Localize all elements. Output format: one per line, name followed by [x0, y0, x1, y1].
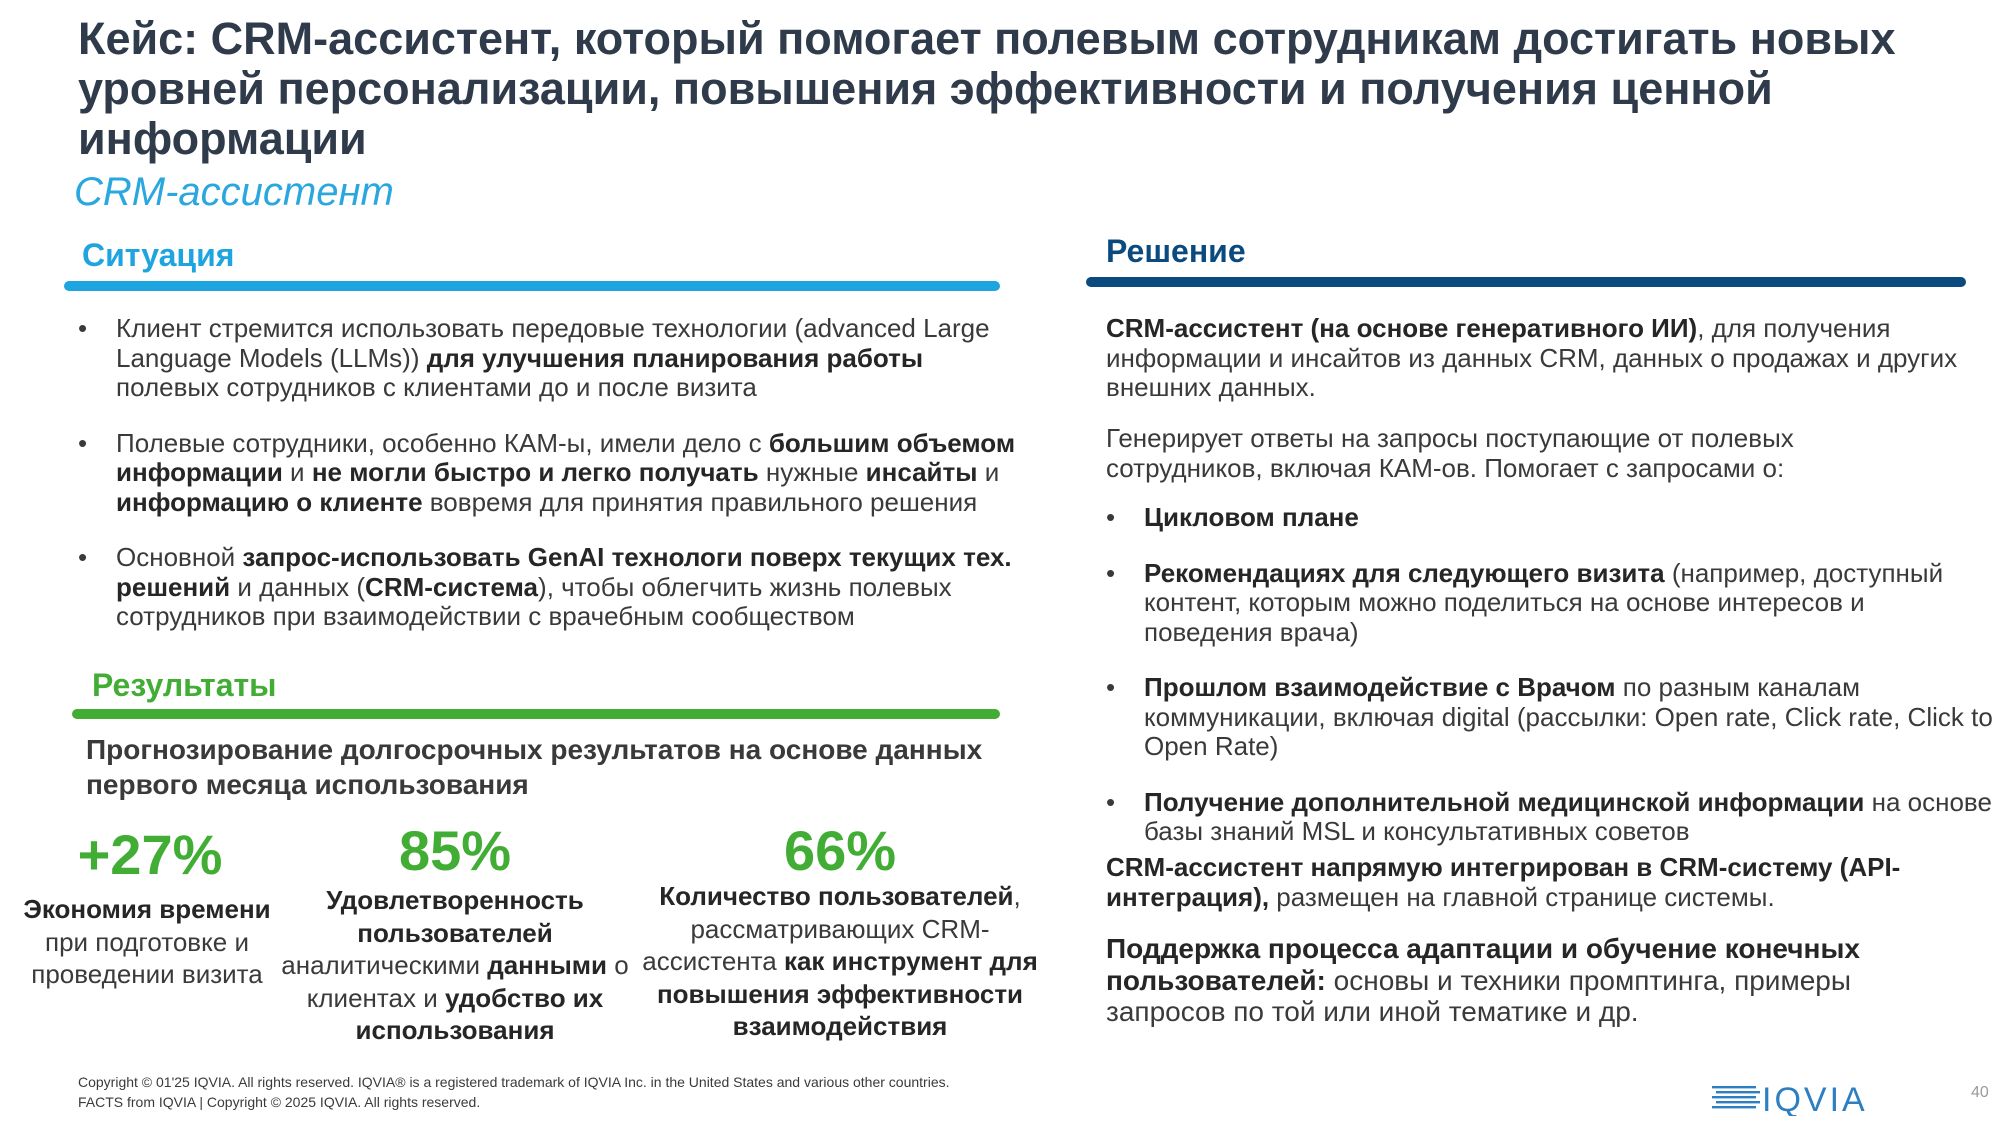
results-subtitle: Прогнозирование долгосрочных результатов на основе данных первого месяца использования: [86, 734, 983, 800]
situation-heading: Ситуация: [82, 237, 235, 273]
solution-bullet: • Цикловом плане: [1106, 503, 1996, 533]
page-title: Кейс: CRM-ассистент, который помогает полевым сотрудникам достигать новых уровней персонализации, повышения эффективности и получения ценной информации: [78, 13, 1896, 164]
situation-bullet: • Клиент стремится использовать передовые технологии (advanced Large Language Models (LLMs)) для улучшения планирования работы полевых сотрудников с клиентами до и после визита: [78, 314, 1018, 403]
solution-bullet: • Рекомендациях для следующего визита (например, доступный контент, которым можно поделиться на основе интересов и поведения врача): [1106, 559, 1996, 648]
stat-value-users: 66%: [783, 819, 897, 882]
copyright-line: Copyright © 01'25 IQVIA. All rights reserved. IQVIA® is a registered trademark of IQVIA Inc. in the United States and various other countries.: [78, 1074, 950, 1090]
copyright-notice: [78, 1072, 950, 1112]
solution-intro: CRM-ассистент (на основе генеративного ИИ), для получения информации и инсайтов из данных CRM, данных о продажах и других внешних данных.: [1106, 313, 1958, 402]
results-divider: [72, 709, 1000, 719]
stat-value-time-saving: +27%: [77, 823, 223, 886]
situation-bullets: [78, 314, 1018, 658]
solution-bullet: • Прошлом взаимодействие с Врачом по разным каналам коммуникации, включая digital (рассылки: Open rate, Click rate, Click to Open Rate): [1106, 673, 1996, 762]
stat-text-time-saving: Экономия времени при подготовке и проведении визита: [23, 894, 271, 989]
solution-divider: [1086, 277, 1966, 287]
iqvia-logo: [1712, 1076, 1898, 1116]
situation-divider: [64, 281, 1000, 291]
situation-bullet: • Полевые сотрудники, особенно КАМ-ы, имели дело с большим объемом информации и не могли быстро и легко получать нужные инсайты и информацию о клиенте вовремя для принятия правильного решения: [78, 429, 1018, 518]
solution-bullets: [1106, 503, 1996, 873]
page-number: 40: [1971, 1084, 1989, 1101]
solution-generates: Генерирует ответы на запросы поступающие от полевых сотрудников, включая КАМ-ов. Помогает с запросами о:: [1106, 423, 1794, 483]
solution-support: Поддержка процесса адаптации и обучение конечных пользователей: основы и техники промптинга, примеры запросов по той или иной тематике и др.: [1106, 933, 1860, 1027]
solution-heading: Решение: [1106, 233, 1246, 269]
stat-text-satisfaction: Удовлетворенность пользователей аналитическими данными о клиентах и удобство их использования: [281, 885, 629, 1045]
situation-bullet: • Основной запрос-использовать GenAI технологи поверх текущих тех. решений и данных (CRM-система), чтобы облегчить жизнь полевых сотрудников при взаимодействии с врачебным сообществом: [78, 543, 1018, 632]
logo-text: IQVIA: [1762, 1081, 1868, 1116]
stat-value-satisfaction: 85%: [398, 819, 512, 882]
page-subtitle: CRM-ассистент: [74, 170, 394, 214]
solution-bullet: • Получение дополнительной медицинской информации на основе базы знаний MSL и консультативных советов: [1106, 788, 1996, 847]
results-heading: Результаты: [92, 667, 277, 703]
copyright-line: FACTS from IQVIA | Copyright © 2025 IQVIA. All rights reserved.: [78, 1094, 481, 1110]
stat-text-users: Количество пользователей, рассматривающих CRM-ассистента как инструмент для повышения эффективности взаимодействия: [642, 881, 1038, 1041]
solution-integration: CRM-ассистент напрямую интегрирован в CRM-систему (API-интеграция), размещен на главной странице системы.: [1106, 852, 1901, 912]
